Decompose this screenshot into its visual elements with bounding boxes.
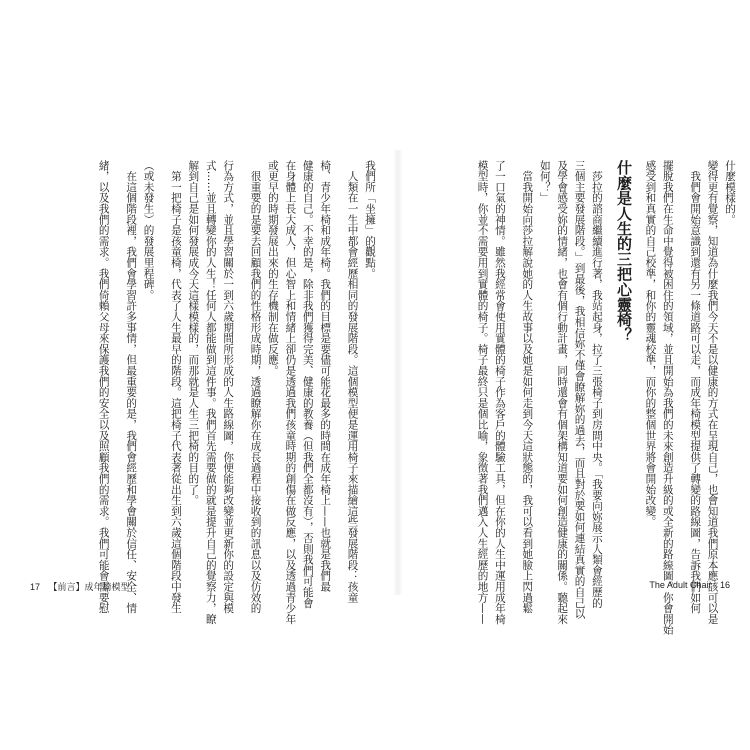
text-column: 椅、青少年椅和成年椅。我們的目標是要儘可能花最多的時間在成年椅上——也就是我們最 — [319, 160, 332, 592]
running-header: The Adult Chair — [649, 580, 712, 590]
text-column: 了一口氣的神情。雖然我經常會使用實體的椅子作為客戶的體驗工具，但在你的人生中運用成年椅 — [493, 160, 506, 625]
text-column: 在身體上長大成人，但心智上和情緒上卻仍是透過我們孩童時期的創傷在做反應，以及透過青少年 — [284, 160, 297, 625]
text-column: 莎拉的諮商繼續進行著，我站起身，拉了三張椅子到房間中央。「我要向妳展示人類會經歷的 — [590, 170, 603, 609]
text-column: 解到自己是如何發展成今天這樣模樣的，而那就是人生三把椅的目的了。 — [187, 160, 200, 506]
text-column: 及學會感受妳的情緒，也會有個行動計畫，同時還會有個架構知道要如何創造健康的關係。聽起來 — [556, 160, 569, 625]
text-column: 行為方式，並且學習關於一到六歲期間所形成的人生路線圖，你便能夠改變並更新你的設定與模 — [222, 160, 235, 614]
page-number: 16 — [719, 580, 730, 590]
text-column: 變得更有覺察，知道為什麼我們今天不是以健康的方式在呈現自己，也會知道我們原本應該可以是 — [706, 160, 719, 625]
book-spread — [30, 150, 736, 636]
text-column: 模型時，你並不需要用到實體的椅子。椅子最終只是個比喻，象徵著我們邁入人生經歷的地方—— — [476, 160, 489, 625]
text-column: 或更早的時期發展出來的生存機制在做反應。 — [266, 160, 279, 376]
text-column: 感受到和真實的自己校準，和你的靈魂校準，而你的整個世界將會開始改變。 — [644, 160, 657, 528]
text-column: 我們會開始意識到還有另一條道路可以走，而成年椅模型提供了轉變的路線圖，告訴我們如何 — [689, 170, 702, 614]
text-column: 在這個階段裡，我們會學習許多事情，但最重要的是，我們會經歷和學會關於信任、安全、情 — [125, 170, 138, 614]
page-number: 17 — [30, 582, 41, 592]
section-heading: 什麼是人生的三把心靈椅？ — [614, 160, 633, 343]
text-column: 什麼模樣的。 — [724, 160, 736, 225]
text-column: 緒，以及我們的需求。我們倚賴父母來保護我們的安全以及照顧我們的需求。我們可能會需要慰 — [97, 160, 110, 614]
text-column: 三個主要發展階段。」到最後，我相信妳不僅會瞭解妳的過去，而且對於要如何連結真實的自己以 — [573, 160, 586, 620]
right-page-footer — [643, 580, 730, 590]
page-gutter — [393, 150, 403, 595]
text-column: 式……並且轉變你的人生！任何人都能做到這件事。我們首先需要做的就是提升自己的覺察力，瞭 — [204, 160, 217, 625]
running-header: 【前言】成年椅模型 — [48, 582, 130, 592]
left-page-footer — [30, 580, 136, 593]
text-column: （或未發生）的發展里程碑。 — [142, 160, 155, 301]
text-column: 第一把椅子是孩童椅，代表了人生最早的階段。這把椅子代表著從出生到六歲這個階段中發生 — [169, 170, 182, 614]
text-column: 如何？」 — [538, 160, 551, 204]
text-column: 人類在一生中都會經歷相同的發展階段。這個模型便是運用椅子來描繪這些發展階段：孩童 — [346, 170, 359, 603]
text-column: 當我開始向莎拉解說她的人生故事以及她是如何走到今天這狀態的，我可以看到她臉上閃過鬆 — [521, 170, 534, 614]
text-column: 健康的自己。不幸的是，除非我們獲得完美、健康的教養（但我們全都沒有），否則我們可能會 — [301, 160, 314, 609]
text-column: 很重要的是要去回顧我們的性格形成時期，透過瞭解你在成長過程中接收到的訊息以及仿效的 — [249, 170, 262, 614]
text-column: 擺脫我們在生命中覺得被困住的領域，並且開始為我們的未來創造升級的或全新的路線圖。你會開始 — [661, 160, 674, 636]
text-column: 我們所「坐擁」的觀點。 — [364, 160, 376, 279]
